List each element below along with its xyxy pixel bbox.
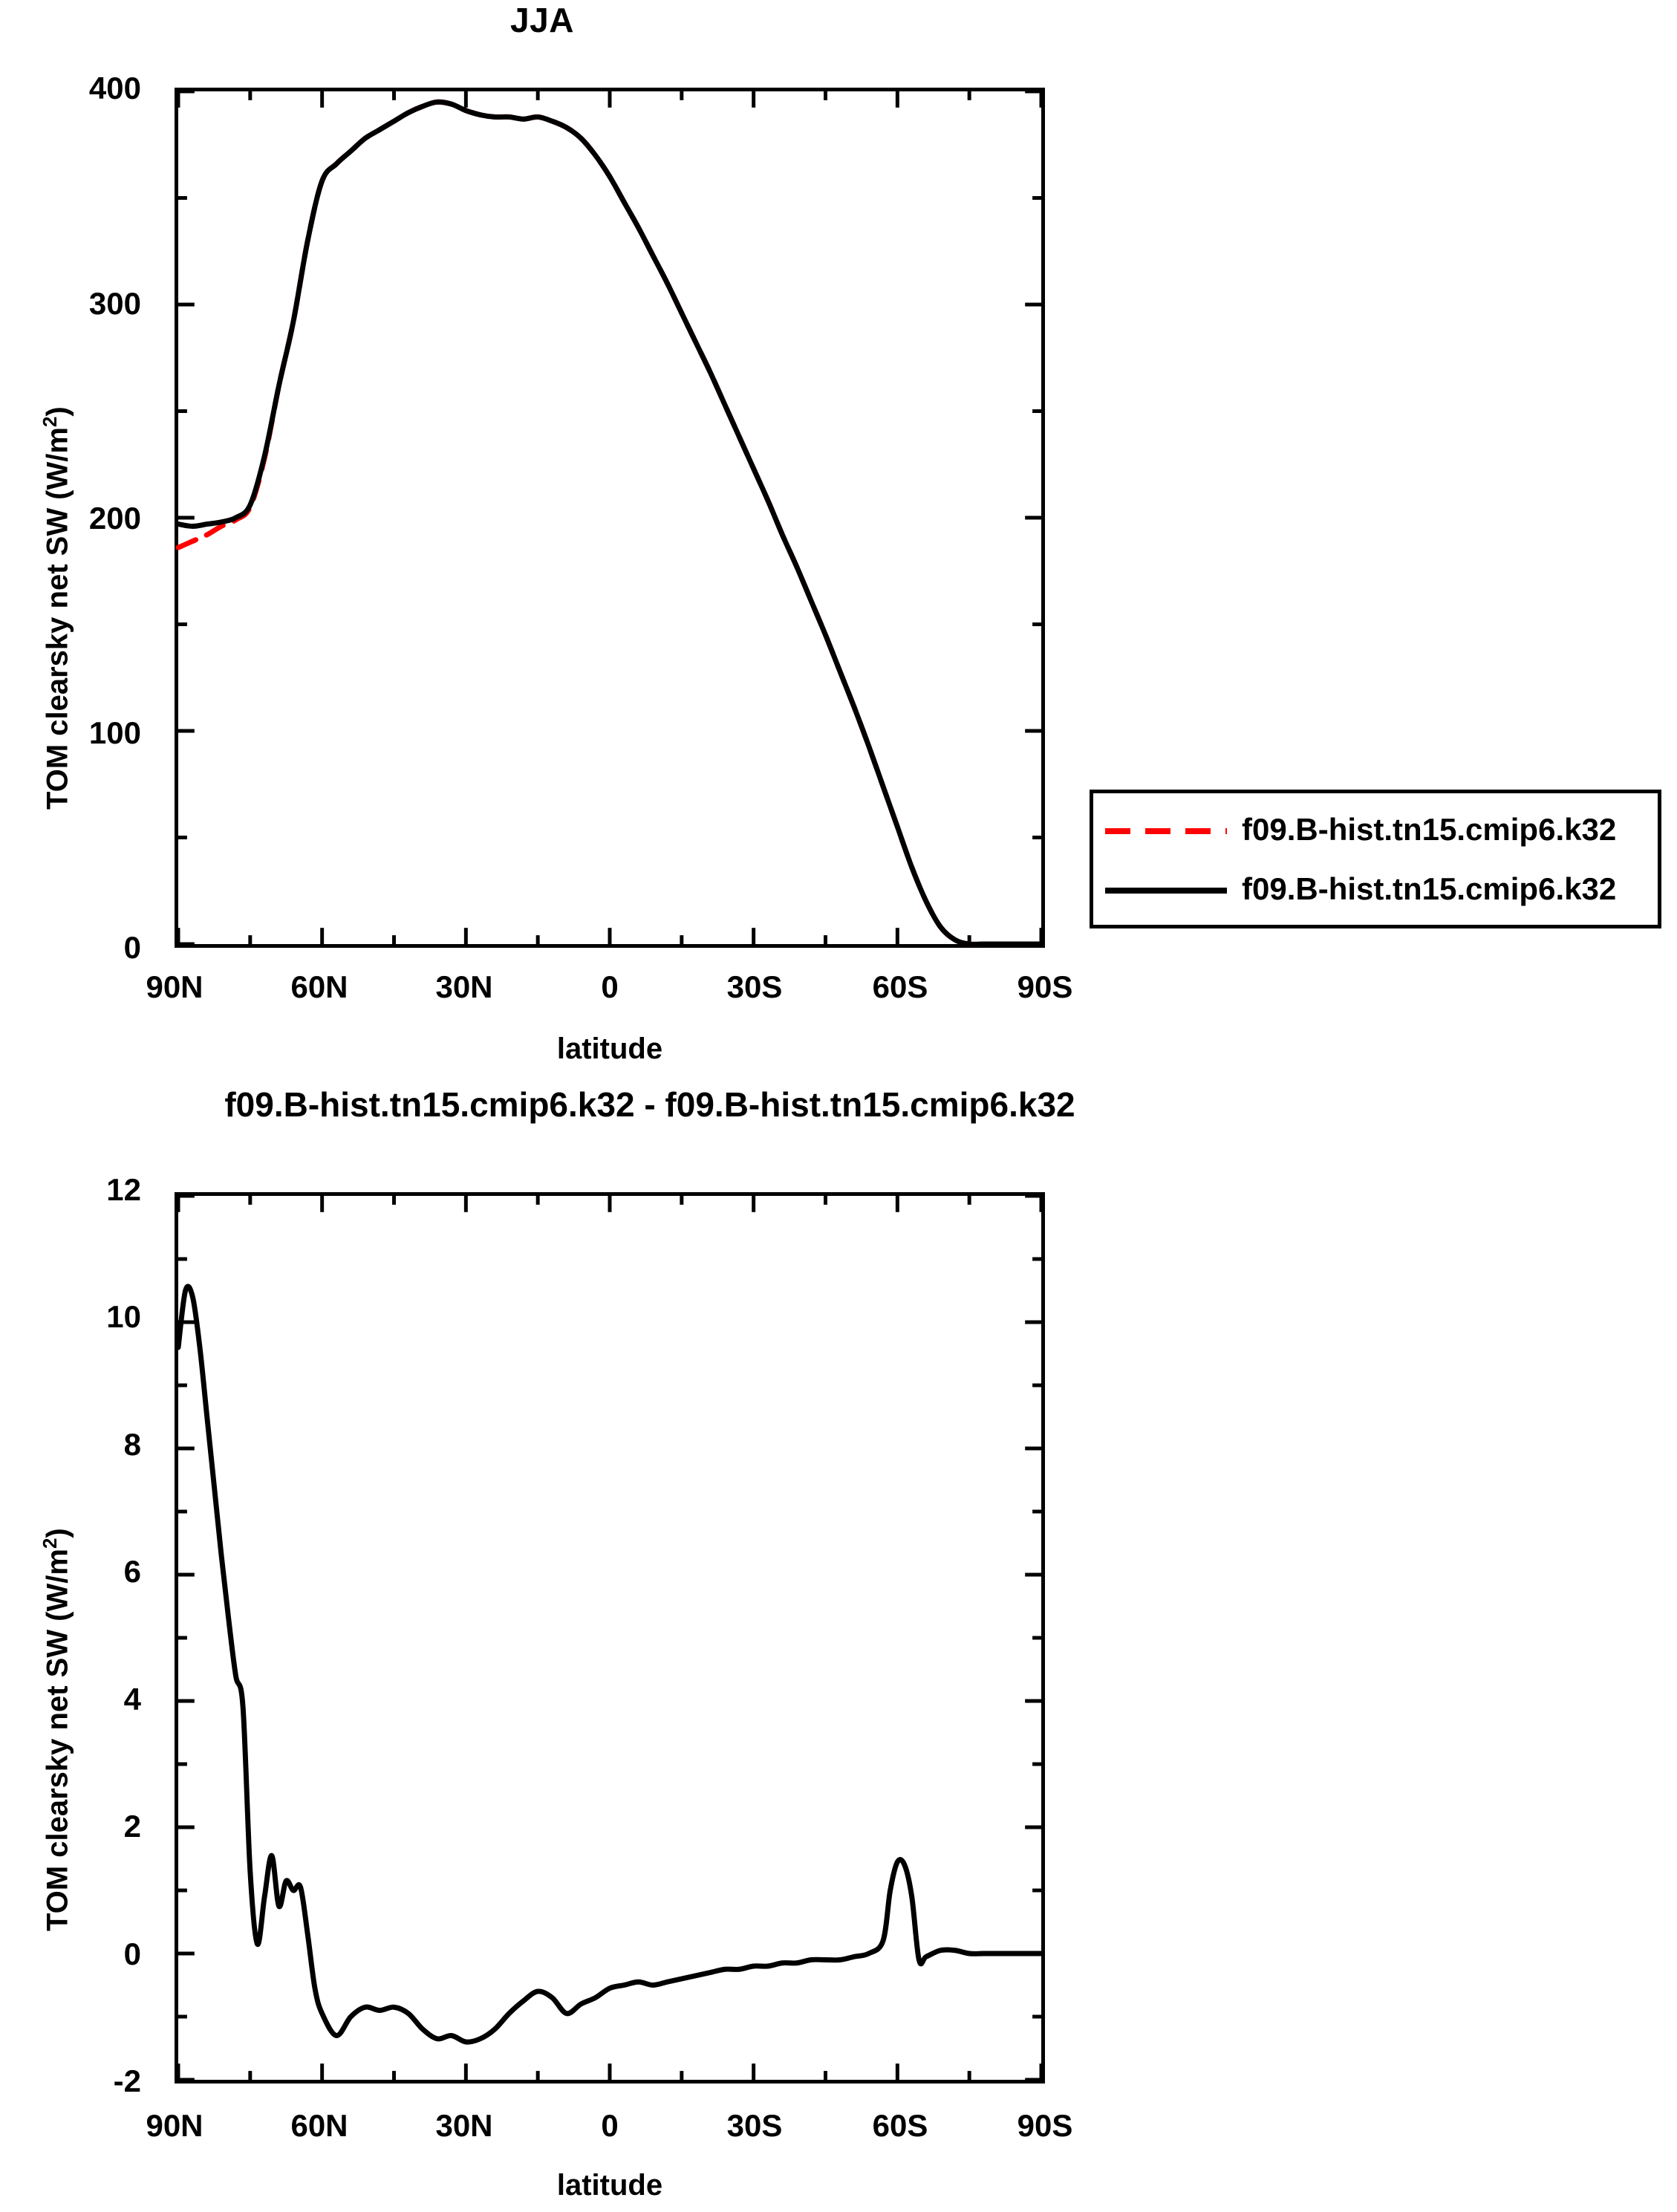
bottom-xtick-60S: 60S <box>872 2108 928 2143</box>
legend-entry-1 <box>1093 859 1658 919</box>
top-chart-panel <box>0 0 1677 1099</box>
legend <box>1090 790 1661 928</box>
bottom-ytick-4: 4 <box>123 1682 141 1717</box>
bottom-ytick-0: 0 <box>123 1936 141 1971</box>
bottom-xtick-90N: 90N <box>146 2108 203 2143</box>
legend-label-0: f09.B-hist.tn15.cmip6.k32 <box>1242 811 1617 847</box>
top-ytick-300: 300 <box>88 286 141 321</box>
top-plot-canvas <box>178 91 1041 944</box>
bottom-ytick-12: 12 <box>106 1172 141 1207</box>
top-ytick-100: 100 <box>88 715 141 750</box>
bottom-plot-canvas <box>178 1196 1041 2080</box>
top-x-axis-label: latitude <box>556 1032 663 1065</box>
bottom-xtick-30N: 30N <box>435 2108 493 2143</box>
bottom-y-axis-label: TOM clearsky net SW $(W/m^2)$ <box>39 1528 74 1931</box>
legend-line-sample-dashed <box>1104 826 1228 833</box>
legend-line-sample-solid <box>1104 885 1228 893</box>
top-ytick-0: 0 <box>123 930 141 965</box>
bottom-xtick-0: 0 <box>601 2108 619 2143</box>
bottom-plot-area <box>175 1192 1045 2083</box>
legend-entry-0 <box>1093 800 1658 859</box>
bottom-x-axis-label: latitude <box>556 2169 663 2202</box>
series-line <box>178 102 1041 944</box>
top-xtick-0: 0 <box>601 969 619 1004</box>
top-ytick-400: 400 <box>88 71 141 105</box>
bottom-chart-panel <box>0 1085 1677 2212</box>
bottom-ytick-10: 10 <box>106 1299 141 1334</box>
bottom-xtick-60N: 60N <box>290 2108 348 2143</box>
bottom-ytick-6: 6 <box>123 1554 141 1589</box>
top-xtick-60N: 60N <box>290 969 348 1004</box>
bottom-xtick-30S: 30S <box>726 2108 783 2143</box>
top-chart-title: JJA <box>510 1 574 39</box>
top-xtick-30S: 30S <box>726 969 783 1004</box>
bottom-xtick-90S: 90S <box>1017 2108 1073 2143</box>
legend-label-1: f09.B-hist.tn15.cmip6.k32 <box>1242 871 1617 906</box>
top-xtick-90S: 90S <box>1017 969 1073 1004</box>
bottom-ytick-8: 8 <box>123 1427 141 1462</box>
top-y-axis-label: TOM clearsky net SW $(W/m^2)$ <box>39 406 74 810</box>
top-ytick-200: 200 <box>88 501 141 536</box>
top-xtick-60S: 60S <box>872 969 928 1004</box>
top-xtick-30N: 30N <box>435 969 493 1004</box>
top-xtick-90N: 90N <box>146 969 203 1004</box>
top-plot-area <box>175 88 1045 948</box>
series-line <box>178 1286 1041 2042</box>
bottom-ytick-2: 2 <box>123 1809 141 1844</box>
bottom-ytick-m2: -2 <box>113 2063 141 2098</box>
bottom-chart-title: f09.B-hist.tn15.cmip6.k32 - f09.B-hist.tn15.cmip6.k32 <box>224 1085 1075 1124</box>
